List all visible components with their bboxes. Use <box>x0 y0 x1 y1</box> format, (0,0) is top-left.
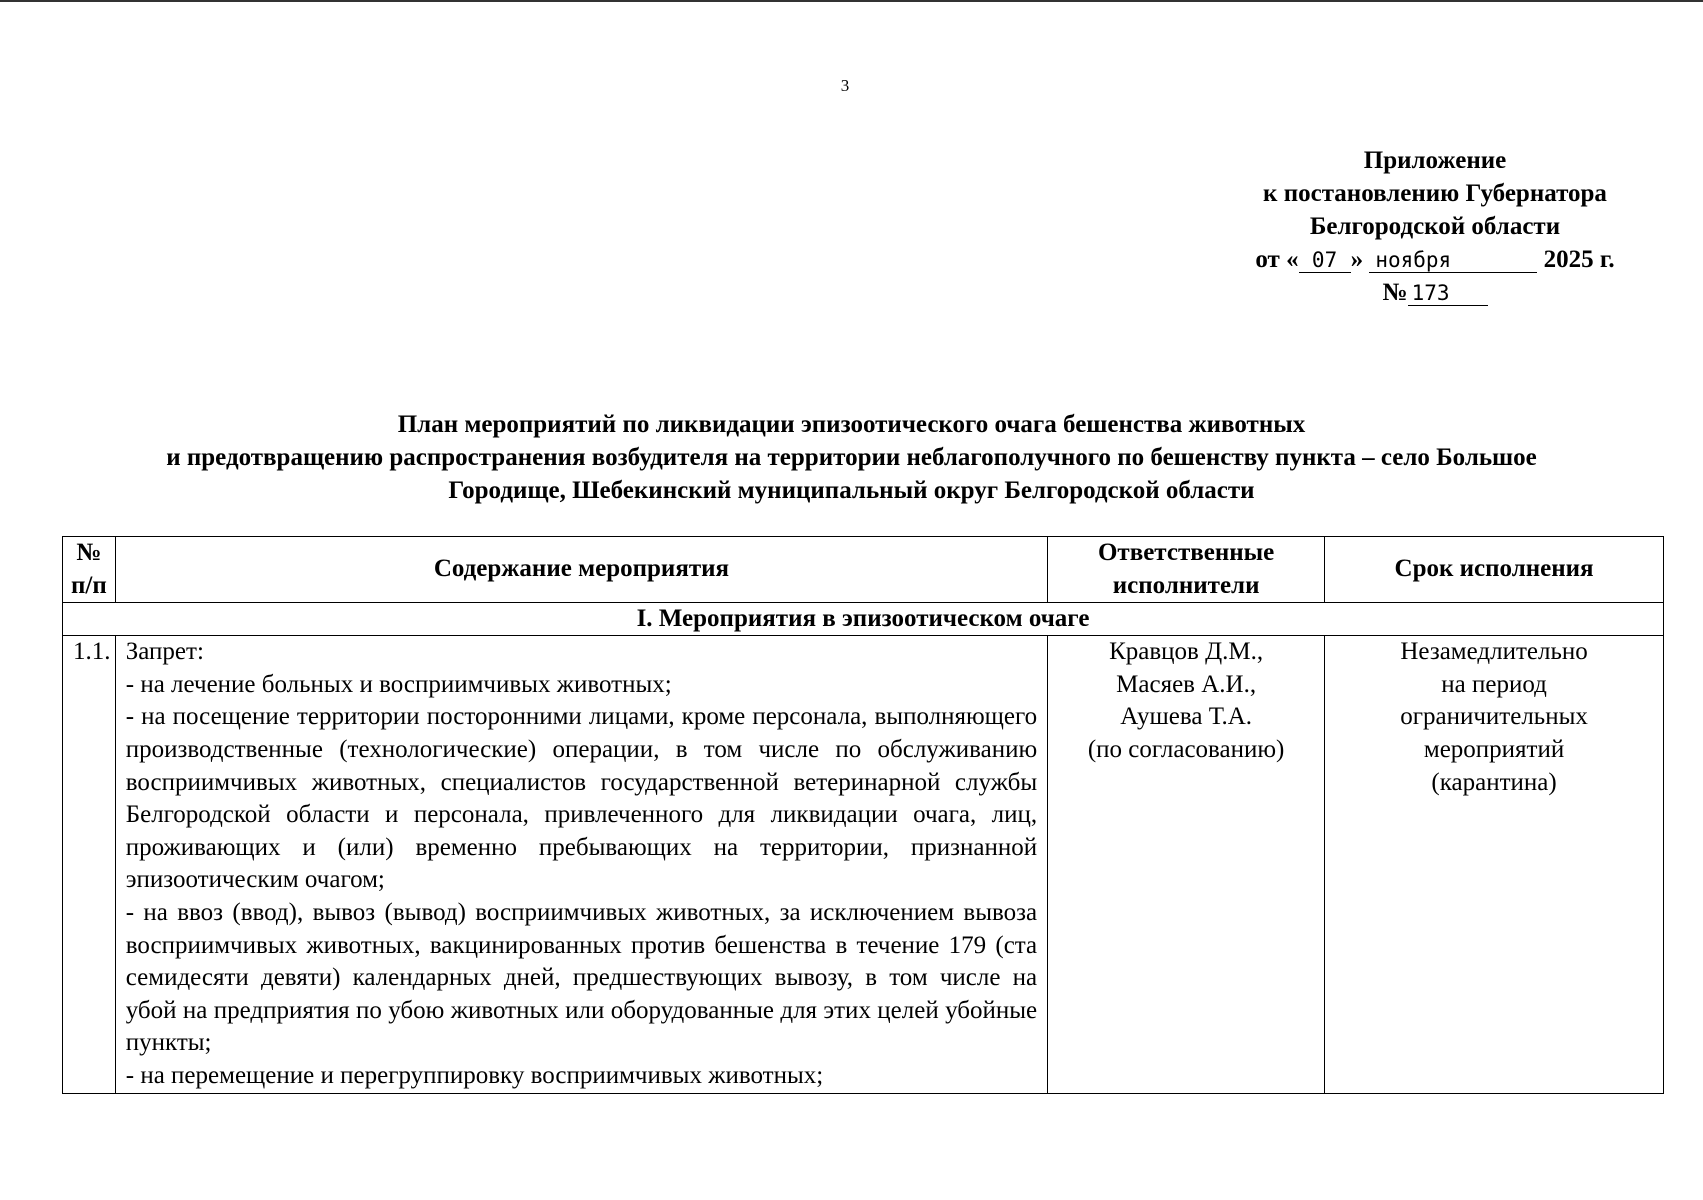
title-line-1: План мероприятий по ликвидации эпизоотического очага бешенства животных <box>397 411 1306 438</box>
term-line: ограничительных <box>1400 703 1588 731</box>
row-content <box>115 636 1047 1093</box>
term-line: мероприятий <box>1423 735 1565 763</box>
appendix-block <box>1200 144 1670 309</box>
title-line-2: и предотвращению распространения возбудителя на территории неблагополучного по бешенству пункта – село Большое <box>166 444 1537 471</box>
plan-table <box>62 536 1664 1094</box>
appendix-line-2: к постановлению Губернатора <box>1263 180 1607 207</box>
header-content: Содержание мероприятия <box>115 537 1047 603</box>
row-number: 1.1. <box>63 636 116 1093</box>
number-prefix: № <box>1382 279 1408 306</box>
content-item: - на ввоз (ввод), вывоз (вывод) восприимчивых животных, за исключением вывоза восприимчивых животных, вакцинированных против бешенства в течение 179 (ста семидесяти девяти) календарных дней, предшествующих вывозу, в том числе на убой на предприятия по убою животных или оборудованные для этих целей убойные пункты; <box>125 898 1038 1057</box>
table-row <box>63 636 1664 1093</box>
header-responsible: Ответственные исполнители <box>1048 537 1325 603</box>
date-year: 2025 г. <box>1543 246 1615 273</box>
number-value: 173 <box>1408 281 1488 306</box>
row-term <box>1325 636 1664 1093</box>
content-item: - на посещение территории посторонними лицами, кроме персонала, выполняющего производственные (технологические) операции, в том числе по обслуживанию восприимчивых животных, специалистов государственной ветеринарной службы Белгородской области и персонала, привлеченного для ликвидации очага, лиц, проживающих и (или) временно пребывающих на территории, признанной эпизоотическим очагом; <box>125 703 1038 894</box>
date-month: ноября <box>1369 248 1537 273</box>
row-responsible <box>1048 636 1325 1093</box>
content-item: - на лечение больных и восприимчивых животных; <box>125 670 672 698</box>
table-header-row <box>63 537 1664 603</box>
title-line-3: Городище, Шебекинский муниципальный округ Белгородской области <box>448 477 1255 504</box>
content-item: - на перемещение и перегруппировку восприимчивых животных; <box>125 1061 824 1089</box>
date-prefix: от « <box>1255 246 1299 273</box>
header-num: № п/п <box>63 537 116 603</box>
header-term: Срок исполнения <box>1325 537 1664 603</box>
date-day: 07 <box>1299 248 1351 273</box>
responsible-line: Масяев А.И., <box>1116 670 1257 698</box>
appendix-line-3: Белгородской области <box>1309 213 1561 240</box>
content-item: Запрет: <box>125 638 204 666</box>
date-mid: » <box>1350 246 1364 273</box>
term-line: Незамедлительно <box>1400 638 1588 666</box>
document-title <box>30 408 1673 507</box>
term-line: на период <box>1441 670 1547 698</box>
appendix-date <box>1200 243 1670 276</box>
page-top-edge <box>0 0 1703 2</box>
term-line: (карантина) <box>1431 768 1557 796</box>
page-number: 3 <box>840 76 850 95</box>
appendix-title: Приложение <box>1363 147 1507 174</box>
section-row <box>63 603 1664 636</box>
responsible-line: Кравцов Д.М., <box>1109 638 1264 666</box>
responsible-line: (по согласованию) <box>1087 735 1285 763</box>
appendix-number <box>1200 276 1670 309</box>
section-title: I. Мероприятия в эпизоотическом очаге <box>63 603 1664 636</box>
responsible-line: Аушева Т.А. <box>1120 703 1253 731</box>
